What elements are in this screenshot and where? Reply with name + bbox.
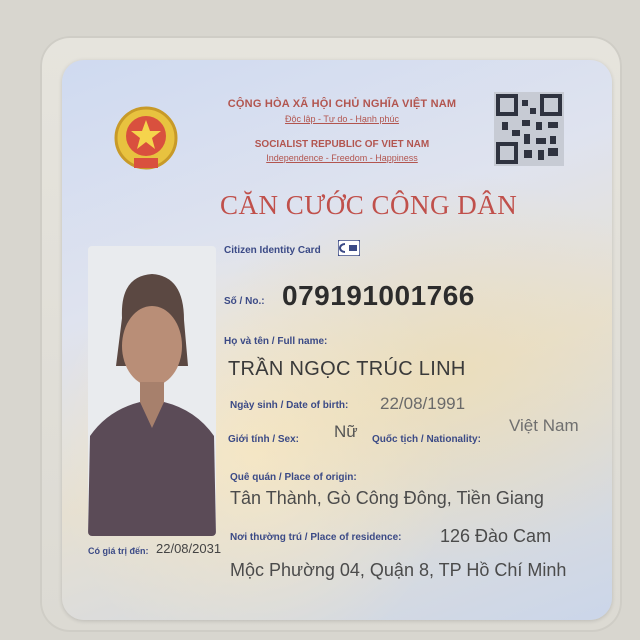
nation-name: CỘNG HÒA XÃ HỘI CHỦ NGHĨA VIỆT NAM [227,98,457,110]
expiry-value: 22/08/2031 [156,541,222,556]
chip-icon [338,240,360,256]
card-subtitle: Citizen Identity Card [224,245,321,256]
nationality-label: Quốc tịch / Nationality: [372,434,481,445]
nation-motto-en: Independence - Freedom - Happiness [266,153,418,163]
id-card [62,60,612,620]
origin-label: Quê quán / Place of origin: [230,472,357,483]
id-number: 079191001766 [282,280,475,311]
residence-line-1: 126 Đào Cam [440,526,552,546]
national-emblem-icon [110,100,182,178]
place-of-origin: Tân Thành, Gò Công Đông, Tiền Giang [230,488,544,508]
date-of-birth: 22/08/1991 [380,394,466,413]
name-label: Họ và tên / Full name: [224,336,328,347]
qr-code-icon [494,92,564,166]
portrait-photo [88,246,216,536]
number-label: Số / No.: [224,296,265,307]
residence-line-2: Mộc Phường 04, Quận 8, TP Hồ Chí Minh [230,560,567,580]
sex-value: Nữ [334,422,358,441]
nationality-value: Việt Nam [509,416,579,435]
expiry-label: Có giá trị đến: [88,546,149,556]
full-name: TRẦN NGỌC TRÚC LINH [228,358,466,380]
nation-name-en: SOCIALIST REPUBLIC OF VIET NAM [254,139,430,150]
nation-motto: Độc lập - Tự do - Hạnh phúc [285,114,399,124]
dob-label: Ngày sinh / Date of birth: [230,400,349,411]
residence-label: Nơi thường trú / Place of residence: [230,532,402,543]
card-title: CĂN CƯỚC CÔNG DÂN [220,190,518,220]
sex-label: Giới tính / Sex: [228,434,300,445]
